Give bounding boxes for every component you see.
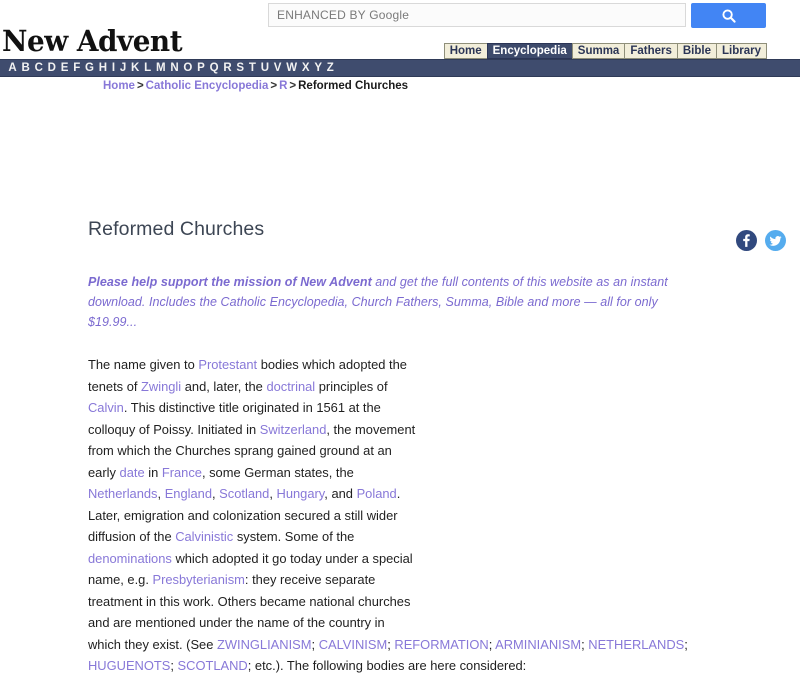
alphabet-link-k[interactable]: K bbox=[131, 62, 140, 74]
body-text-run: bodies which adopted the tenets of bbox=[88, 357, 407, 394]
body-link-switzerland[interactable]: Switzerland bbox=[259, 421, 327, 437]
body-text-run: ; bbox=[170, 658, 178, 673]
body-text-run: ; bbox=[488, 636, 496, 652]
alphabet-link-i[interactable]: I bbox=[111, 62, 116, 74]
tab-encyclopedia[interactable]: Encyclopedia bbox=[487, 43, 572, 59]
body-link-scotland[interactable]: Scotland bbox=[219, 486, 270, 501]
alphabet-link-n[interactable]: N bbox=[170, 62, 179, 74]
text-wrap-spacer bbox=[418, 354, 688, 616]
section-tabs bbox=[444, 43, 767, 59]
alphabet-link-x[interactable]: X bbox=[301, 62, 310, 74]
alphabet-link-v[interactable]: V bbox=[273, 62, 282, 74]
alphabet-link-c[interactable]: C bbox=[34, 62, 43, 74]
search-icon bbox=[691, 8, 766, 24]
social-share-icons bbox=[736, 230, 786, 251]
alphabet-link-l[interactable]: L bbox=[144, 62, 152, 74]
body-text-run: , the movement from which the Churches sprang gained ground at an early bbox=[88, 421, 416, 480]
body-link-denominations[interactable]: denominations bbox=[88, 550, 172, 566]
body-text-run: ; bbox=[311, 636, 319, 652]
body-text-run: ; bbox=[684, 636, 688, 652]
body-link-zwingli[interactable]: Zwingli bbox=[141, 378, 182, 394]
body-text-run: The name given to bbox=[88, 357, 199, 372]
body-text-run: , bbox=[269, 486, 277, 501]
alphabet-link-r[interactable]: R bbox=[223, 62, 232, 74]
body-link-calvinistic[interactable]: Calvinistic bbox=[175, 529, 234, 544]
body-text-run: ; etc.). The following bodies are here considered: bbox=[247, 658, 527, 673]
alphabet-link-a[interactable]: A bbox=[8, 62, 17, 74]
body-text-run: system. Some of the bbox=[233, 529, 355, 544]
page-title: Reformed Churches bbox=[88, 218, 265, 240]
alphabet-link-s[interactable]: S bbox=[236, 62, 245, 74]
support-note bbox=[88, 272, 668, 332]
body-link-calvin[interactable]: Calvin bbox=[88, 400, 124, 415]
body-text-run: ; bbox=[581, 636, 589, 652]
site-logo[interactable]: New Advent bbox=[2, 24, 183, 58]
body-text-run: . Later, emigration and colonization secured a still wider diffusion of the bbox=[88, 486, 401, 544]
support-note-rest: and get the full contents of this website as an instant download. Includes the Catholic Encyclopedia, Church Fathers, Summa, Bible and more — all for only $19.99... bbox=[88, 275, 668, 329]
advertisement-slot bbox=[103, 100, 683, 210]
body-text-run: . This distinctive title originated in 1561 at the colloquy of Poissy. Initiated in bbox=[88, 400, 381, 437]
body-link-huguenots[interactable]: HUGUENOTS bbox=[88, 658, 171, 673]
body-text-run: and, later, the bbox=[181, 378, 267, 394]
body-text-run: ; bbox=[387, 636, 395, 652]
alphabet-link-o[interactable]: O bbox=[183, 62, 193, 74]
breadcrumb-item-r[interactable]: R bbox=[279, 80, 288, 92]
tab-home[interactable]: Home bbox=[444, 43, 487, 59]
twitter-icon[interactable] bbox=[765, 230, 786, 251]
alphabet-link-m[interactable]: M bbox=[155, 62, 166, 74]
body-link-arminianism[interactable]: ARMINIANISM bbox=[495, 636, 582, 652]
body-link-hungary[interactable]: Hungary bbox=[276, 486, 325, 501]
alphabet-link-j[interactable]: J bbox=[119, 62, 127, 74]
body-link-date[interactable]: date bbox=[119, 464, 145, 480]
article-body bbox=[88, 354, 688, 677]
alphabet-link-u[interactable]: U bbox=[260, 62, 269, 74]
body-text-run: principles of bbox=[315, 378, 388, 394]
alphabet-link-w[interactable]: W bbox=[286, 62, 298, 74]
alphabet-link-f[interactable]: F bbox=[73, 62, 81, 74]
alphabet-link-e[interactable]: E bbox=[60, 62, 69, 74]
search-input[interactable] bbox=[268, 3, 686, 27]
breadcrumb-item-reformed-churches: Reformed Churches bbox=[298, 80, 409, 92]
body-text-run: , some German states, the bbox=[201, 464, 354, 480]
support-note-link[interactable]: Please help support the mission of New Advent bbox=[88, 275, 372, 289]
body-text-run: , bbox=[157, 486, 165, 501]
breadcrumb bbox=[103, 80, 408, 92]
breadcrumb-separator: > bbox=[136, 80, 144, 92]
alphabet-link-q[interactable]: Q bbox=[209, 62, 219, 74]
body-text-run: which adopted it go today under a special name, e.g. bbox=[88, 550, 413, 587]
alphabet-link-d[interactable]: D bbox=[47, 62, 56, 74]
body-link-scotland[interactable]: SCOTLAND bbox=[177, 658, 248, 673]
article bbox=[88, 216, 688, 677]
body-link-doctrinal[interactable]: doctrinal bbox=[266, 378, 316, 394]
body-link-calvinism[interactable]: CALVINISM bbox=[318, 636, 388, 652]
tab-summa[interactable]: Summa bbox=[572, 43, 625, 59]
alphabet-nav bbox=[0, 59, 800, 77]
body-link-netherlands[interactable]: NETHERLANDS bbox=[588, 636, 685, 652]
body-text-run: , and bbox=[324, 486, 357, 501]
alphabet-link-z[interactable]: Z bbox=[326, 62, 334, 74]
tab-bible[interactable]: Bible bbox=[677, 43, 716, 59]
body-link-poland[interactable]: Poland bbox=[356, 486, 397, 501]
body-text-run: in bbox=[144, 464, 162, 480]
breadcrumb-separator: > bbox=[289, 80, 297, 92]
masthead bbox=[0, 24, 800, 58]
body-link-france[interactable]: France bbox=[161, 464, 202, 480]
breadcrumb-item-catholic-encyclopedia[interactable]: Catholic Encyclopedia bbox=[145, 80, 269, 92]
facebook-icon[interactable] bbox=[736, 230, 757, 251]
alphabet-link-t[interactable]: T bbox=[248, 62, 256, 74]
body-link-reformation[interactable]: REFORMATION bbox=[394, 636, 489, 652]
body-text-run: : they receive separate treatment in this work. Others became national churches and are mentioned under the name of the country in which they exist. (See bbox=[88, 572, 411, 652]
body-link-netherlands[interactable]: Netherlands bbox=[88, 486, 158, 501]
breadcrumb-item-home[interactable]: Home bbox=[103, 80, 135, 92]
alphabet-link-p[interactable]: P bbox=[197, 62, 205, 74]
alphabet-link-h[interactable]: H bbox=[98, 62, 108, 74]
alphabet-link-g[interactable]: G bbox=[85, 62, 94, 74]
body-link-protestant[interactable]: Protestant bbox=[198, 357, 258, 372]
tab-fathers[interactable]: Fathers bbox=[624, 43, 677, 59]
body-link-england[interactable]: England bbox=[164, 486, 212, 501]
body-link-presbyterianism[interactable]: Presbyterianism bbox=[152, 572, 245, 587]
search-button[interactable] bbox=[691, 3, 766, 28]
alphabet-link-y[interactable]: Y bbox=[314, 62, 322, 74]
tab-library[interactable]: Library bbox=[716, 43, 767, 59]
breadcrumb-separator: > bbox=[270, 80, 278, 92]
body-text-run: , bbox=[212, 486, 220, 501]
body-link-zwinglianism[interactable]: ZWINGLIANISM bbox=[216, 636, 312, 652]
alphabet-link-b[interactable]: B bbox=[21, 62, 30, 74]
